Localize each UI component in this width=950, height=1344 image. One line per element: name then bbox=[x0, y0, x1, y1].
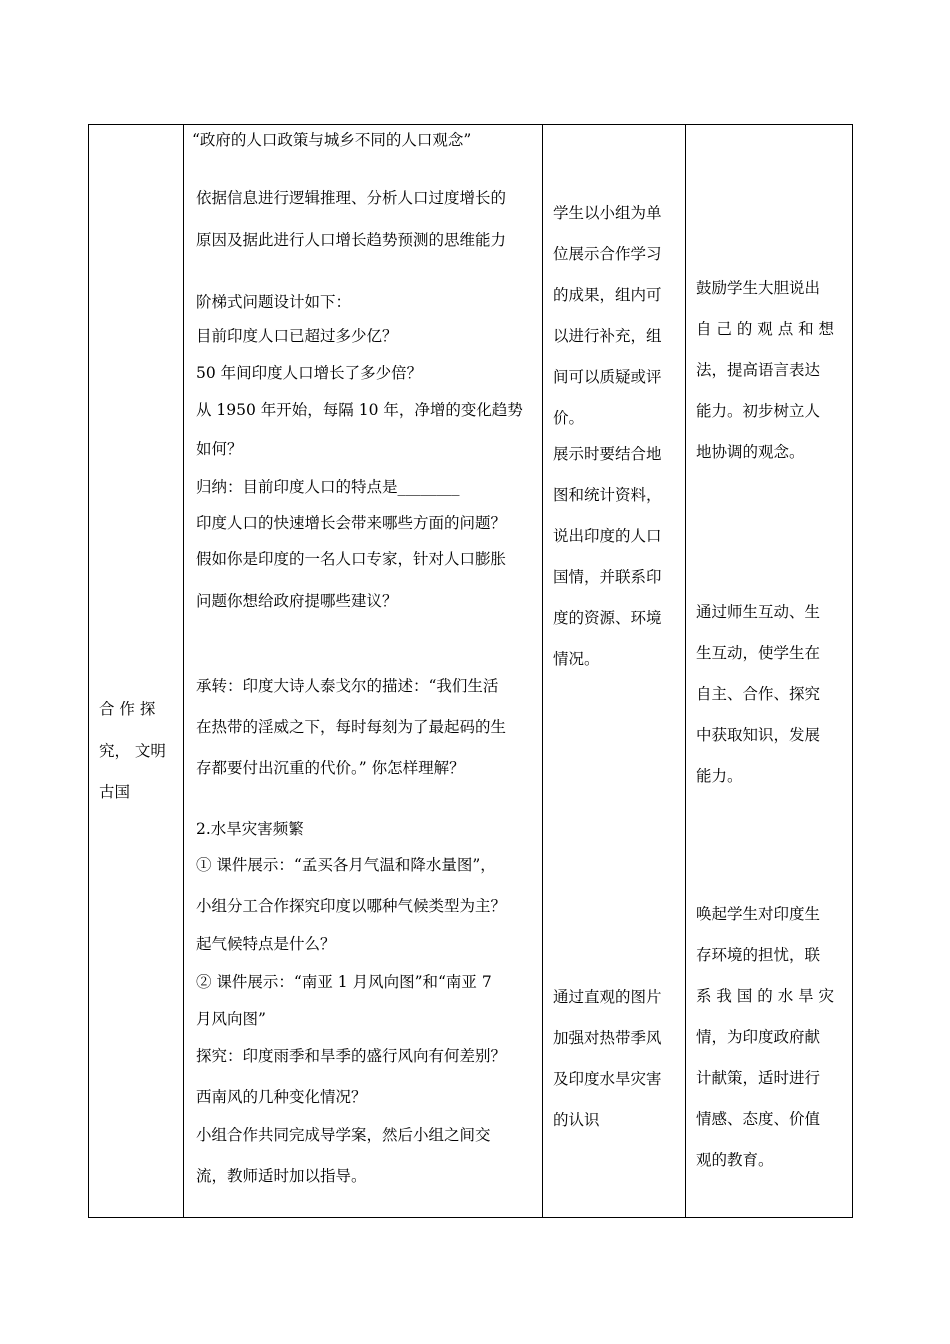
lesson-plan-table bbox=[88, 124, 853, 1218]
activity-line: 说出印度的人口 bbox=[553, 527, 662, 545]
content-line: 存都要付出沉重的代价。” 你怎样理解？ bbox=[196, 759, 465, 777]
activity-line: 以进行补充，组 bbox=[553, 327, 662, 345]
intent-line: 计献策，适时进行 bbox=[696, 1069, 821, 1087]
intent-line: 法，提高语言表达 bbox=[696, 361, 821, 379]
content-line: 小组合作共同完成导学案，然后小组之间交 bbox=[196, 1126, 491, 1144]
content-line: 在热带的淫威之下，每时每刻为了最起码的生 bbox=[196, 718, 507, 736]
intent-line: 自主、合作、探究 bbox=[696, 685, 821, 703]
content-line: “政府的人口政策与城乡不同的人口观念” bbox=[192, 131, 472, 149]
activity-line: 间可以质疑或评 bbox=[553, 368, 662, 386]
content-line: 原因及据此进行人口增长趋势预测的思维能力 bbox=[196, 231, 507, 249]
content-line: 归纳：目前印度人口的特点是________ bbox=[196, 478, 460, 496]
intent-line: 能力。 bbox=[696, 767, 743, 785]
design-intent-column bbox=[686, 125, 852, 1217]
content-line: 50 年间印度人口增长了多少倍？ bbox=[196, 364, 423, 382]
section-label-line: 究， 文明 bbox=[99, 742, 166, 760]
content-line: 月风向图” bbox=[196, 1010, 266, 1028]
content-line: ② 课件展示：“南亚 1 月风向图”和“南亚 7 bbox=[196, 973, 492, 991]
content-line: 2.水旱灾害频繁 bbox=[196, 820, 304, 838]
content-line: 目前印度人口已超过多少亿？ bbox=[196, 327, 398, 345]
activity-line: 图和统计资料， bbox=[553, 486, 662, 504]
student-activity-column bbox=[543, 125, 686, 1217]
activity-line: 情况。 bbox=[553, 650, 600, 668]
intent-line: 情感、态度、价值 bbox=[696, 1110, 821, 1128]
intent-line: 中获取知识，发展 bbox=[696, 726, 821, 744]
section-label-line: 古国 bbox=[99, 783, 131, 801]
content-line: ① 课件展示：“孟买各月气温和降水量图”， bbox=[196, 856, 496, 874]
activity-line: 国情，并联系印 bbox=[553, 568, 662, 586]
intent-line: 观的教育。 bbox=[696, 1151, 774, 1169]
content-line: 起气候特点是什么？ bbox=[196, 935, 336, 953]
intent-line: 地协调的观念。 bbox=[696, 443, 805, 461]
activity-line: 的成果，组内可 bbox=[553, 286, 662, 304]
activity-line: 学生以小组为单 bbox=[553, 204, 662, 222]
activity-line: 展示时要结合地 bbox=[553, 445, 662, 463]
intent-line: 能力。初步树立人 bbox=[696, 402, 821, 420]
intent-line: 鼓励学生大胆说出 bbox=[696, 279, 821, 297]
content-line: 从 1950 年开始，每隔 10 年，净增的变化趋势 bbox=[196, 401, 523, 419]
content-line: 如何？ bbox=[196, 440, 243, 458]
activity-line: 度的资源、环境 bbox=[553, 609, 662, 627]
intent-line: 存环境的担忧，联 bbox=[696, 946, 821, 964]
intent-line: 系 我 国 的 水 旱 灾 bbox=[696, 987, 835, 1005]
content-column bbox=[184, 125, 543, 1217]
activity-line: 及印度水旱灾害 bbox=[553, 1070, 662, 1088]
content-line: 依据信息进行逻辑推理、分析人口过度增长的 bbox=[196, 189, 507, 207]
activity-line: 的认识 bbox=[553, 1111, 600, 1129]
section-column bbox=[89, 125, 184, 1217]
content-line: 小组分工合作探究印度以哪种气候类型为主？ bbox=[196, 897, 507, 915]
content-line: 问题你想给政府提哪些建议？ bbox=[196, 592, 398, 610]
intent-line: 情，为印度政府献 bbox=[696, 1028, 821, 1046]
content-line: 假如你是印度的一名人口专家，针对人口膨胀 bbox=[196, 550, 507, 568]
content-line: 阶梯式问题设计如下： bbox=[196, 293, 352, 311]
content-line: 承转：印度大诗人泰戈尔的描述：“我们生活 bbox=[196, 677, 499, 695]
content-line: 流，教师适时加以指导。 bbox=[196, 1167, 367, 1185]
intent-line: 通过师生互动、生 bbox=[696, 603, 821, 621]
intent-line: 自 己 的 观 点 和 想 bbox=[696, 320, 835, 338]
content-line: 印度人口的快速增长会带来哪些方面的问题？ bbox=[196, 514, 507, 532]
activity-line: 位展示合作学习 bbox=[553, 245, 662, 263]
intent-line: 生互动，使学生在 bbox=[696, 644, 821, 662]
activity-line: 通过直观的图片 bbox=[553, 988, 662, 1006]
activity-line: 加强对热带季风 bbox=[553, 1029, 662, 1047]
content-line: 西南风的几种变化情况？ bbox=[196, 1088, 367, 1106]
intent-line: 唤起学生对印度生 bbox=[696, 905, 821, 923]
section-label-line: 合 作 探 bbox=[99, 700, 156, 718]
activity-line: 价。 bbox=[553, 409, 585, 427]
content-line: 探究：印度雨季和旱季的盛行风向有何差别？ bbox=[196, 1047, 507, 1065]
